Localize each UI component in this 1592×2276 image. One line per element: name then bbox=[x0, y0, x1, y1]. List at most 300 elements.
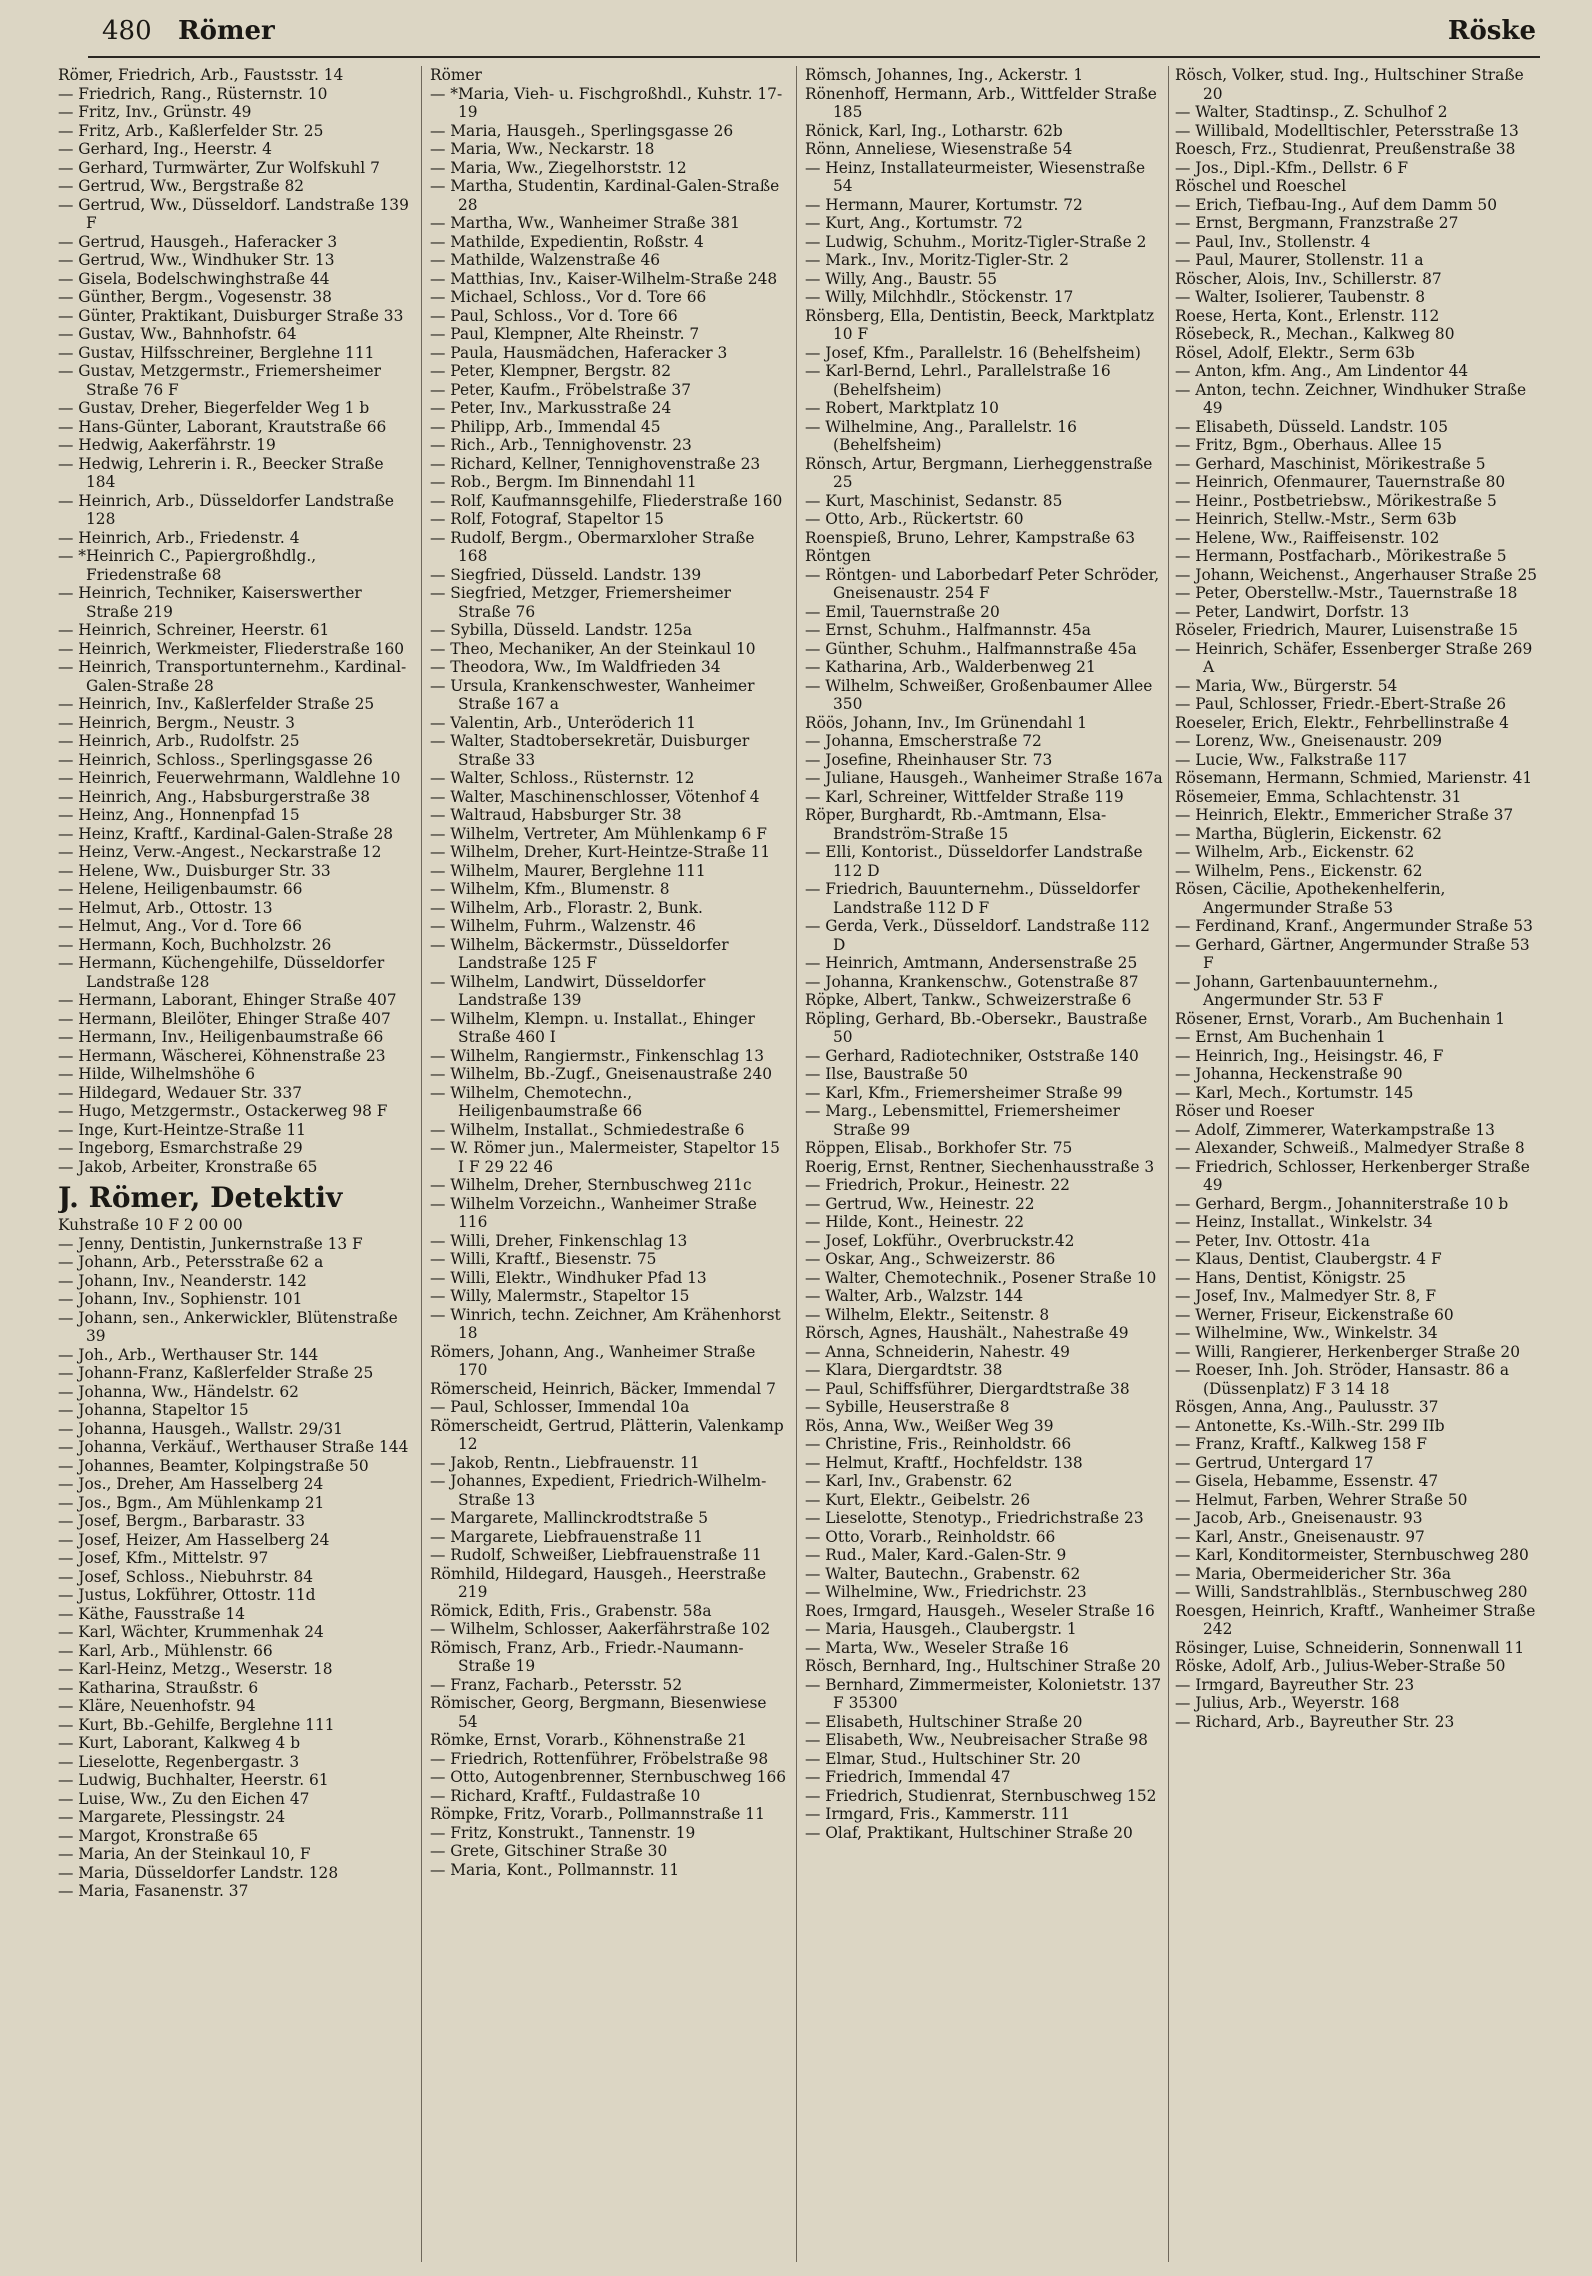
directory-entry: — Theodora, Ww., Im Waldfrieden 34 bbox=[430, 658, 721, 676]
directory-entry: — Heinrich, Stellw.-Mstr., Serm 63b bbox=[1175, 510, 1457, 528]
directory-entry: — Theo, Mechaniker, An der Steinkaul 10 bbox=[430, 639, 756, 658]
directory-entry: — Ernst, Schuhm., Halfmannstr. 45a bbox=[805, 621, 1091, 639]
directory-entry: — Gerda, Verk., Düsseldorf. Landstraße 112 D bbox=[805, 917, 1150, 954]
directory-entry: Römpke, Fritz, Vorarb., Pollmannstraße 11 bbox=[430, 1805, 765, 1823]
directory-entry: — Heinz, Installateurmeister, Wiesenstraße 54 bbox=[805, 158, 1146, 195]
directory-entry: — Friedrich, Rang., Rüsternstr. 10 bbox=[58, 84, 328, 103]
directory-entry: — Gertrud, Untergard 17 bbox=[1175, 1453, 1374, 1472]
directory-entry: — Robert, Marktplatz 10 bbox=[805, 399, 999, 417]
directory-entry: — Juliane, Hausgeh., Wanheimer Straße 167a bbox=[805, 769, 1163, 787]
directory-entry: Rösinger, Luise, Schneiderin, Sonnenwall 11 bbox=[1175, 1638, 1525, 1657]
directory-entry: Rösen, Cäcilie, Apothekenhelferin, Angermunder Straße 53 bbox=[1175, 880, 1446, 917]
directory-entry: — Johann, Weichenst., Angerhauser Straße 25 bbox=[1175, 565, 1538, 584]
directory-entry: — Kurt, Ang., Kortumstr. 72 bbox=[805, 214, 1023, 232]
directory-entry: — Günther, Bergm., Vogesenstr. 38 bbox=[58, 288, 332, 306]
directory-entry: Röscher, Alois, Inv., Schillerstr. 87 bbox=[1175, 269, 1442, 288]
directory-entry: — Ernst, Bergmann, Franzstraße 27 bbox=[1175, 214, 1459, 232]
directory-entry: — Paula, Hausmädchen, Haferacker 3 bbox=[430, 343, 728, 362]
directory-entry: — Franz, Facharb., Petersstr. 52 bbox=[430, 1675, 683, 1694]
directory-entry: — Gerhard, Gärtner, Angermunder Straße 53 F bbox=[1175, 935, 1530, 972]
directory-entry: — Johann, Inv., Sophienstr. 101 bbox=[58, 1290, 303, 1308]
directory-entry: — Josef, Schloss., Niebuhrstr. 84 bbox=[58, 1567, 314, 1586]
directory-entry: — Hugo, Metzgermstr., Ostackerweg 98 F bbox=[58, 1102, 388, 1120]
directory-entry: — Walter, Chemotechnik., Posener Straße 10 bbox=[805, 1268, 1157, 1287]
directory-entry: — Walter, Maschinenschlosser, Vötenhof 4 bbox=[430, 787, 760, 806]
directory-entry: — Martha, Ww., Wanheimer Straße 381 bbox=[430, 214, 740, 232]
directory-entry: — Heinrich, Amtmann, Andersenstraße 25 bbox=[805, 954, 1138, 972]
directory-entry: — Kläre, Neuenhofstr. 94 bbox=[58, 1697, 256, 1715]
directory-entry: Römhild, Hildegard, Hausgeh., Heerstraße 219 bbox=[430, 1564, 767, 1601]
directory-entry: — Hilde, Kont., Heinestr. 22 bbox=[805, 1213, 1025, 1231]
directory-entry: — Fritz, Inv., Grünstr. 49 bbox=[58, 103, 252, 121]
directory-entry: — Peter, Inv. Ottostr. 41a bbox=[1175, 1231, 1370, 1250]
directory-entry: — Karl, Schreiner, Wittfelder Straße 119 bbox=[805, 787, 1124, 806]
directory-entry: — Elisabeth, Ww., Neubreisacher Straße 98 bbox=[805, 1731, 1148, 1749]
directory-entry: — Rolf, Fotograf, Stapeltor 15 bbox=[430, 510, 664, 528]
directory-entry: — Waltraud, Habsburger Str. 38 bbox=[430, 806, 682, 824]
directory-entry: — Margarete, Mallinckrodtstraße 5 bbox=[430, 1509, 709, 1527]
directory-entry: — Rob., Bergm. Im Binnendahl 11 bbox=[430, 473, 697, 491]
directory-entry: — Walter, Stadtinsp., Z. Schulhof 2 bbox=[1175, 103, 1448, 121]
directory-entry: — Gertrud, Ww., Bergstraße 82 bbox=[58, 177, 305, 195]
directory-entry: — Wilhelm, Maurer, Berglehne 111 bbox=[430, 861, 706, 880]
directory-entry: Roesch, Frz., Studienrat, Preußenstraße 38 bbox=[1175, 140, 1516, 158]
directory-entry: — Josef, Kfm., Mittelstr. 97 bbox=[58, 1549, 269, 1567]
right-running-title: Röske bbox=[1447, 16, 1536, 46]
column-divider bbox=[796, 66, 797, 2262]
directory-entry: — Heinr., Postbetriebsw., Mörikestraße 5 bbox=[1175, 491, 1497, 510]
directory-entry: — Wilhelmine, Ww., Winkelstr. 34 bbox=[1175, 1324, 1438, 1342]
directory-entry: Röpke, Albert, Tankw., Schweizerstraße 6 bbox=[805, 991, 1132, 1009]
directory-entry: — Peter, Oberstellw.-Mstr., Tauernstraße 18 bbox=[1175, 584, 1518, 602]
directory-entry: — Siegfried, Düsseld. Landstr. 139 bbox=[430, 565, 702, 584]
page-number: 480 bbox=[102, 16, 152, 46]
directory-entry: — Maria, Hausgeh., Sperlingsgasse 26 bbox=[430, 121, 734, 140]
directory-entry: — Wilhelm, Pens., Eickenstr. 62 bbox=[1175, 861, 1423, 880]
directory-entry: — Jacob, Arb., Gneisenaustr. 93 bbox=[1175, 1509, 1423, 1527]
directory-entry: — Wilhelm, Fuhrm., Walzenstr. 46 bbox=[430, 917, 696, 935]
directory-entry: — Christine, Fris., Reinholdstr. 66 bbox=[805, 1435, 1072, 1453]
directory-entry: Römsch, Johannes, Ing., Ackerstr. 1 bbox=[805, 66, 1084, 84]
directory-entry: — Hermann, Küchengehilfe, Düsseldorfer Landstraße 128 bbox=[58, 954, 385, 991]
directory-entry: Rösebeck, R., Mechan., Kalkweg 80 bbox=[1175, 325, 1455, 343]
directory-entry: — Wilhelmine, Ang., Parallelstr. 16 (Behelfsheim) bbox=[805, 417, 1077, 454]
directory-entry: — Sybilla, Düsseld. Landstr. 125a bbox=[430, 621, 693, 639]
directory-entry: — Rud., Maler, Kard.-Galen-Str. 9 bbox=[805, 1546, 1067, 1564]
directory-entry: — Ernst, Am Buchenhain 1 bbox=[1175, 1028, 1386, 1046]
column-divider bbox=[421, 66, 422, 2262]
directory-entry: — Wilhelm, Landwirt, Düsseldorfer Landstraße 139 bbox=[430, 972, 706, 1009]
directory-entry: — Richard, Kraftf., Fuldastraße 10 bbox=[430, 1786, 701, 1805]
directory-entry: — Heinrich, Ofenmaurer, Tauernstraße 80 bbox=[1175, 473, 1506, 491]
directory-entry: — Günter, Praktikant, Duisburger Straße 33 bbox=[58, 306, 404, 325]
directory-entry: — Willi, Kraftf., Biesenstr. 75 bbox=[430, 1250, 657, 1268]
directory-entry: — Heinrich, Schloss., Sperlingsgasse 26 bbox=[58, 750, 373, 769]
directory-entry: — Paul, Klempner, Alte Rheinstr. 7 bbox=[430, 325, 700, 343]
directory-entry: — Erich, Tiefbau-Ing., Auf dem Damm 50 bbox=[1175, 195, 1498, 214]
directory-entry: — Ingeborg, Esmarchstraße 29 bbox=[58, 1139, 303, 1157]
directory-entry: — Kurt, Elektr., Geibelstr. 26 bbox=[805, 1490, 1031, 1509]
directory-entry: Rönsch, Artur, Bergmann, Lierheggenstraße 25 bbox=[805, 454, 1153, 491]
directory-entry: — Ursula, Krankenschwester, Wanheimer Straße 167 a bbox=[430, 676, 755, 713]
directory-entry: Rösemeier, Emma, Schlachtenstr. 31 bbox=[1175, 787, 1462, 806]
directory-entry: — Paul, Schlosser, Friedr.-Ebert-Straße 26 bbox=[1175, 695, 1507, 713]
directory-entry: — Heinrich, Ang., Habsburgerstraße 38 bbox=[58, 787, 371, 806]
directory-entry: — Gustav, Metzgermstr., Friemersheimer Straße 76 F bbox=[58, 362, 381, 399]
directory-entry: Rösener, Ernst, Vorarb., Am Buchenhain 1 bbox=[1175, 1009, 1506, 1028]
directory-entry: — Jakob, Rentn., Liebfrauenstr. 11 bbox=[430, 1453, 700, 1472]
directory-entry: — Karl, Konditormeister, Sternbuschweg 280 bbox=[1175, 1546, 1529, 1564]
directory-entry: — Hermann, Postfacharb., Mörikestraße 5 bbox=[1175, 547, 1507, 565]
directory-entry: — Gerhard, Ing., Heerstr. 4 bbox=[58, 140, 272, 158]
directory-entry: — Gerhard, Turmwärter, Zur Wolfskuhl 7 bbox=[58, 158, 380, 177]
directory-entry: — Johannes, Beamter, Kolpingstraße 50 bbox=[58, 1456, 369, 1475]
directory-entry: — Johannes, Expedient, Friedrich-Wilhelm-Straße 13 bbox=[430, 1472, 767, 1509]
directory-entry: — Friedrich, Schlosser, Herkenberger Straße 49 bbox=[1175, 1157, 1530, 1194]
directory-entry: Rönn, Anneliese, Wiesenstraße 54 bbox=[805, 140, 1073, 158]
directory-entry: — Karl, Anstr., Gneisenaustr. 97 bbox=[1175, 1527, 1425, 1546]
directory-entry: — Heinrich, Feuerwehrmann, Waldlehne 10 bbox=[58, 769, 401, 787]
directory-entry: — Winrich, techn. Zeichner, Am Krähenhorst 18 bbox=[430, 1305, 781, 1342]
directory-entry: — Wilhelm, Dreher, Kurt-Heintze-Straße 11 bbox=[430, 843, 771, 861]
directory-entry: — Willi, Sandstrahlbläs., Sternbuschweg 280 bbox=[1175, 1583, 1528, 1601]
directory-entry: — Kurt, Maschinist, Sedanstr. 85 bbox=[805, 491, 1063, 510]
directory-entry: — Werner, Friseur, Eickenstraße 60 bbox=[1175, 1305, 1454, 1324]
directory-entry: Rönenhoff, Hermann, Arb., Wittfelder Straße 185 bbox=[805, 84, 1157, 121]
left-running-title: Römer bbox=[178, 16, 275, 46]
directory-entry: Roes, Irmgard, Hausgeh., Weseler Straße 16 bbox=[805, 1601, 1155, 1620]
directory-entry: — Karl, Arb., Mühlenstr. 66 bbox=[58, 1641, 273, 1660]
directory-entry: — Margarete, Liebfrauenstraße 11 bbox=[430, 1527, 703, 1546]
directory-entry: Röpling, Gerhard, Bb.-Obersekr., Baustraße 50 bbox=[805, 1009, 1148, 1046]
directory-entry: — Willi, Elektr., Windhuker Pfad 13 bbox=[430, 1268, 707, 1287]
directory-entry: — Willy, Milchhdlr., Stöckenstr. 17 bbox=[805, 288, 1074, 306]
directory-entry: — Johann, Inv., Neanderstr. 142 bbox=[58, 1271, 307, 1290]
directory-entry: — Karl, Inv., Grabenstr. 62 bbox=[805, 1472, 1013, 1490]
directory-entry: — Karl-Heinz, Metzg., Weserstr. 18 bbox=[58, 1660, 333, 1678]
directory-entry: — Wilhelm, Arb., Florastr. 2, Bunk. bbox=[430, 898, 703, 917]
page-header bbox=[88, 12, 1540, 58]
directory-entry: — Gisela, Bodelschwinghstraße 44 bbox=[58, 269, 330, 288]
directory-entry: — Maria, Ww., Ziegelhorststr. 12 bbox=[430, 158, 687, 177]
directory-entry: — Wilhelm, Klempn. u. Installat., Ehinger Straße 460 I bbox=[430, 1009, 755, 1046]
directory-entry: Röser und Roeser bbox=[1175, 1102, 1315, 1120]
directory-entry: — Irmgard, Bayreuther Str. 23 bbox=[1175, 1675, 1415, 1694]
directory-entry: — Willi, Rangierer, Herkenberger Straße 20 bbox=[1175, 1342, 1521, 1361]
directory-entry: Römer bbox=[430, 66, 482, 84]
directory-entry: — Rudolf, Schweißer, Liebfrauenstraße 11 bbox=[430, 1546, 762, 1564]
directory-entry: — Maria, An der Steinkaul 10, F bbox=[58, 1845, 311, 1863]
directory-entry: — Wilhelm, Dreher, Sternbuschweg 211c bbox=[430, 1176, 752, 1194]
directory-entry: Rösgen, Anna, Ang., Paulusstr. 37 bbox=[1175, 1398, 1439, 1416]
directory-entry: — Otto, Vorarb., Reinholdstr. 66 bbox=[805, 1527, 1056, 1546]
directory-entry: — Wilhelm, Chemotechn., Heiligenbaumstraße 66 bbox=[430, 1083, 643, 1120]
directory-entry: — Oskar, Ang., Schweizerstr. 86 bbox=[805, 1250, 1056, 1268]
directory-entry: — Hermann, Inv., Heiligenbaumstraße 66 bbox=[58, 1028, 384, 1046]
directory-entry: Roeseler, Erich, Elektr., Fehrbellinstraße 4 bbox=[1175, 713, 1509, 732]
directory-entry: — Peter, Landwirt, Dorfstr. 13 bbox=[1175, 602, 1410, 621]
directory-entry: Römerscheidt, Gertrud, Plätterin, Valenkamp 12 bbox=[430, 1416, 784, 1453]
directory-entry: — Matthias, Inv., Kaiser-Wilhelm-Straße 248 bbox=[430, 269, 778, 288]
directory-entry: — Peter, Kaufm., Fröbelstraße 37 bbox=[430, 380, 692, 399]
directory-entry: — Paul, Inv., Stollenstr. 4 bbox=[1175, 232, 1371, 251]
directory-entry: Römischer, Georg, Bergmann, Biesenwiese 54 bbox=[430, 1694, 767, 1731]
directory-entry: — Johanna, Heckenstraße 90 bbox=[1175, 1065, 1403, 1083]
directory-entry: — Maria, Ww., Neckarstr. 18 bbox=[430, 140, 655, 158]
directory-entry: — Bernhard, Zimmermeister, Kolonietstr. 137 F 35300 bbox=[805, 1675, 1162, 1712]
directory-entry: — Friedrich, Bauunternehm., Düsseldorfer Landstraße 112 D F bbox=[805, 880, 1140, 917]
directory-entry: Römers, Johann, Ang., Wanheimer Straße 170 bbox=[430, 1342, 756, 1379]
directory-entry: — Heinrich, Arb., Friedenstr. 4 bbox=[58, 528, 300, 547]
directory-entry: — Fritz, Arb., Kaßlerfelder Str. 25 bbox=[58, 121, 324, 140]
directory-entry: — Sybille, Heuserstraße 8 bbox=[805, 1398, 1010, 1416]
directory-entry: — Wilhelm Vorzeichn., Wanheimer Straße 116 bbox=[430, 1194, 757, 1231]
directory-entry: — Wilhelm, Installat., Schmiedestraße 6 bbox=[430, 1120, 745, 1139]
directory-entry: — Willibald, Modelltischler, Petersstraße 13 bbox=[1175, 121, 1519, 140]
directory-entry: — Hermann, Wäscherei, Köhnenstraße 23 bbox=[58, 1046, 386, 1065]
directory-entry: — Friedrich, Prokur., Heinestr. 22 bbox=[805, 1176, 1070, 1194]
directory-entry: — Karl, Wächter, Krummenhak 24 bbox=[58, 1623, 324, 1641]
directory-entry: — Friedrich, Rottenführer, Fröbelstraße 98 bbox=[430, 1749, 769, 1768]
directory-entry: — Hilde, Wilhelmshöhe 6 bbox=[58, 1065, 256, 1083]
directory-entry: — Gerhard, Bergm., Johanniterstraße 10 b bbox=[1175, 1194, 1509, 1213]
directory-entry: Römisch, Franz, Arb., Friedr.-Naumann-Straße 19 bbox=[430, 1638, 744, 1675]
directory-entry: — Helmut, Ang., Vor d. Tore 66 bbox=[58, 917, 302, 935]
directory-entry: — Gustav, Ww., Bahnhofstr. 64 bbox=[58, 325, 297, 343]
directory-entry: — Elmar, Stud., Hultschiner Str. 20 bbox=[805, 1749, 1081, 1768]
directory-entry: — Wilhelm, Elektr., Seitenstr. 8 bbox=[805, 1305, 1050, 1324]
directory-entry: — Gertrud, Ww., Düsseldorf. Landstraße 139 F bbox=[58, 195, 409, 232]
directory-entry: — Hermann, Bleilöter, Ehinger Straße 407 bbox=[58, 1009, 391, 1028]
directory-entry: — Heinz, Installat., Winkelstr. 34 bbox=[1175, 1213, 1433, 1231]
directory-entry: — Helmut, Farben, Wehrer Straße 50 bbox=[1175, 1490, 1468, 1509]
directory-entry: — Lieselotte, Stenotyp., Friedrichstraße 23 bbox=[805, 1509, 1144, 1527]
directory-entry: — Wilhelm, Bb.-Zugf., Gneisenaustraße 240 bbox=[430, 1065, 773, 1083]
directory-entry: — Johann, Arb., Petersstraße 62 a bbox=[58, 1253, 324, 1271]
directory-entry: Roenspieß, Bruno, Lehrer, Kampstraße 63 bbox=[805, 528, 1136, 547]
directory-entry: — Antonette, Ks.-Wilh.-Str. 299 IIb bbox=[1175, 1416, 1445, 1435]
column-divider bbox=[1168, 66, 1169, 2262]
directory-entry: — Jos., Dreher, Am Hasselberg 24 bbox=[58, 1475, 324, 1493]
directory-entry: — Richard, Arb., Bayreuther Str. 23 bbox=[1175, 1712, 1455, 1731]
directory-entry: — Grete, Gitschiner Straße 30 bbox=[430, 1842, 668, 1860]
directory-entry: — Helmut, Kraftf., Hochfeldstr. 138 bbox=[805, 1453, 1083, 1472]
directory-entry: — Adolf, Zimmerer, Waterkampstraße 13 bbox=[1175, 1120, 1495, 1139]
directory-entry: — Martha, Studentin, Kardinal-Galen-Straße 28 bbox=[430, 177, 780, 214]
directory-entry: — Friedrich, Immendal 47 bbox=[805, 1768, 1011, 1786]
directory-entry: — Anna, Schneiderin, Nahestr. 49 bbox=[805, 1342, 1070, 1361]
directory-entry: Rös, Anna, Ww., Weißer Weg 39 bbox=[805, 1416, 1054, 1435]
directory-entry: — Michael, Schloss., Vor d. Tore 66 bbox=[430, 288, 707, 306]
directory-entry: — Gertrud, Ww., Heinestr. 22 bbox=[805, 1194, 1035, 1213]
directory-entry: — Johanna, Hausgeh., Wallstr. 29/31 bbox=[58, 1419, 343, 1438]
directory-entry: Röper, Burghardt, Rb.-Amtmann, Elsa-Brandström-Straße 15 bbox=[805, 806, 1107, 843]
directory-entry: — Philipp, Arb., Immendal 45 bbox=[430, 417, 661, 436]
directory-entry: — Walter, Stadtobersekretär, Duisburger Straße 33 bbox=[430, 732, 750, 769]
directory-entry: — Hermann, Koch, Buchholzstr. 26 bbox=[58, 935, 332, 954]
directory-entry: — Franz, Kraftf., Kalkweg 158 F bbox=[1175, 1435, 1427, 1453]
directory-entry: — Helmut, Arb., Ottostr. 13 bbox=[58, 898, 273, 917]
directory-entry: — Heinrich, Ing., Heisingstr. 46, F bbox=[1175, 1046, 1444, 1065]
directory-entry: — Elli, Kontorist., Düsseldorfer Landstraße 112 D bbox=[805, 843, 1143, 880]
directory-entry: — Käthe, Fausstraße 14 bbox=[58, 1604, 246, 1623]
directory-entry: — Friedrich, Studienrat, Sternbuschweg 152 bbox=[805, 1786, 1157, 1805]
column-4 bbox=[1175, 66, 1540, 2266]
directory-entry: — *Maria, Vieh- u. Fischgroßhdl., Kuhstr. 17-19 bbox=[430, 84, 783, 121]
directory-entry: — Ilse, Baustraße 50 bbox=[805, 1065, 968, 1083]
directory-entry: — Rolf, Kaufmannsgehilfe, Fliederstraße 160 bbox=[430, 491, 783, 510]
directory-entry: Rösemann, Hermann, Schmied, Marienstr. 41 bbox=[1175, 769, 1533, 787]
advert-heading: J. Römer, Detektiv bbox=[58, 1181, 343, 1214]
directory-entry: — Mark., Inv., Moritz-Tigler-Str. 2 bbox=[805, 251, 1069, 269]
directory-entry: — Otto, Autogenbrenner, Sternbuschweg 166 bbox=[430, 1768, 787, 1786]
directory-entry: — Lucie, Ww., Falkstraße 117 bbox=[1175, 750, 1408, 769]
directory-entry: — Walter, Schloss., Rüsternstr. 12 bbox=[430, 769, 695, 787]
directory-entry: — Julius, Arb., Weyerstr. 168 bbox=[1175, 1694, 1400, 1712]
directory-entry: — Paul, Schloss., Vor d. Tore 66 bbox=[430, 306, 678, 325]
directory-entry: — Valentin, Arb., Unteröderich 11 bbox=[430, 713, 696, 732]
directory-entry: — Willy, Ang., Baustr. 55 bbox=[805, 269, 998, 288]
directory-entry: — Wilhelm, Vertreter, Am Mühlenkamp 6 F bbox=[430, 824, 767, 843]
directory-entry: — Gertrud, Ww., Windhuker Str. 13 bbox=[58, 251, 335, 269]
directory-entry: — Paul, Maurer, Stollenstr. 11 a bbox=[1175, 251, 1424, 269]
directory-entry: Rösch, Bernhard, Ing., Hultschiner Straße 20 bbox=[805, 1657, 1161, 1675]
directory-entry: — Heinrich, Schäfer, Essenberger Straße 269 A bbox=[1175, 639, 1533, 676]
column-3 bbox=[805, 66, 1163, 2266]
directory-entry: — Justus, Lokführer, Ottostr. 11d bbox=[58, 1586, 316, 1604]
directory-entry: — Hans-Günter, Laborant, Krautstraße 66 bbox=[58, 417, 387, 436]
directory-entry: — Wilhelmine, Ww., Friedrichstr. 23 bbox=[805, 1583, 1087, 1601]
directory-entry: Römer, Friedrich, Arb., Faustsstr. 14 bbox=[58, 66, 344, 84]
directory-entry: Rörsch, Agnes, Haushält., Nahestraße 49 bbox=[805, 1324, 1129, 1342]
directory-entry: — Heinrich, Inv., Kaßlerfelder Straße 25 bbox=[58, 695, 375, 713]
directory-entry: — Helene, Ww., Raiffeisenstr. 102 bbox=[1175, 528, 1440, 547]
column-2 bbox=[430, 66, 788, 2266]
directory-entry: — Heinrich, Arb., Rudolfstr. 25 bbox=[58, 732, 300, 750]
directory-entry: — Katharina, Straußstr. 6 bbox=[58, 1678, 259, 1697]
directory-entry: — Jenny, Dentistin, Junkernstraße 13 F bbox=[58, 1234, 363, 1253]
directory-entry: — Mathilde, Expedientin, Roßstr. 4 bbox=[430, 232, 704, 251]
directory-entry: — Jos., Bgm., Am Mühlenkamp 21 bbox=[58, 1493, 325, 1512]
directory-entry: — *Heinrich C., Papiergroßhdlg., Friedenstraße 68 bbox=[58, 547, 317, 584]
directory-entry: — Mathilde, Walzenstraße 46 bbox=[430, 251, 661, 269]
directory-entry: — Kurt, Laborant, Kalkweg 4 b bbox=[58, 1734, 301, 1752]
directory-entry: — Heinz, Kraftf., Kardinal-Galen-Straße 28 bbox=[58, 824, 394, 843]
directory-entry: — Peter, Inv., Markusstraße 24 bbox=[430, 399, 672, 417]
directory-entry: — Johanna, Verkäuf., Werthauser Straße 144 bbox=[58, 1438, 409, 1456]
directory-entry: — Hermann, Laborant, Ehinger Straße 407 bbox=[58, 991, 397, 1009]
directory-entry: — Elisabeth, Düsseld. Landstr. 105 bbox=[1175, 417, 1449, 436]
directory-entry: — Wilhelm, Kfm., Blumenstr. 8 bbox=[430, 880, 670, 898]
directory-entry: — Alexander, Schweiß., Malmedyer Straße 8 bbox=[1175, 1139, 1525, 1157]
directory-entry: — Gerhard, Radiotechniker, Oststraße 140 bbox=[805, 1046, 1139, 1065]
column-1 bbox=[58, 66, 413, 2266]
directory-entry: — Richard, Kellner, Tennighovenstraße 23 bbox=[430, 454, 761, 473]
directory-entry: — Johanna, Stapeltor 15 bbox=[58, 1401, 249, 1419]
directory-entry: Röschel und Roeschel bbox=[1175, 177, 1347, 195]
directory-entry: Roerig, Ernst, Rentner, Siechenhausstraße 3 bbox=[805, 1157, 1155, 1176]
directory-entry: — Karl, Mech., Kortumstr. 145 bbox=[1175, 1083, 1414, 1102]
directory-entry: — Helene, Heiligenbaumstr. 66 bbox=[58, 880, 303, 898]
directory-entry: — Katharina, Arb., Walderbenweg 21 bbox=[805, 658, 1096, 676]
directory-entry: Römke, Ernst, Vorarb., Köhnenstraße 21 bbox=[430, 1731, 748, 1749]
directory-entry: — Heinrich, Techniker, Kaiserswerther Straße 219 bbox=[58, 584, 362, 621]
directory-entry: — Jos., Dipl.-Kfm., Dellstr. 6 F bbox=[1175, 158, 1409, 177]
directory-entry: — Johann, sen., Ankerwickler, Blütenstraße 39 bbox=[58, 1308, 398, 1345]
directory-entry: — Josef, Inv., Malmedyer Str. 8, F bbox=[1175, 1287, 1437, 1305]
directory-entry: — Lieselotte, Regenbergastr. 3 bbox=[58, 1752, 300, 1771]
directory-entry: — Johann-Franz, Kaßlerfelder Straße 25 bbox=[58, 1364, 374, 1382]
directory-entry: Roese, Herta, Kont., Erlenstr. 112 bbox=[1175, 306, 1440, 325]
directory-entry: Röös, Johann, Inv., Im Grünendahl 1 bbox=[805, 713, 1088, 732]
directory-entry: — Maria, Kont., Pollmannstr. 11 bbox=[430, 1860, 680, 1879]
directory-entry: — Joh., Arb., Werthauser Str. 144 bbox=[58, 1345, 319, 1364]
directory-entry: — Maria, Fasanenstr. 37 bbox=[58, 1882, 249, 1900]
directory-entry: — Roeser, Inh. Joh. Ströder, Hansastr. 86 a (Düssenplatz) F 3 14 18 bbox=[1175, 1361, 1510, 1398]
directory-entry: Roesgen, Heinrich, Kraftf., Wanheimer Straße 242 bbox=[1175, 1601, 1536, 1638]
directory-entry: — Anton, techn. Zeichner, Windhuker Straße 49 bbox=[1175, 380, 1527, 417]
directory-entry: — Paul, Schlosser, Immendal 10a bbox=[430, 1398, 690, 1416]
directory-entry: — W. Römer jun., Malermeister, Stapeltor 15 I F 29 22 46 bbox=[430, 1139, 780, 1176]
directory-entry: Röseler, Friedrich, Maurer, Luisenstraße 15 bbox=[1175, 621, 1519, 639]
directory-entry: — Elisabeth, Hultschiner Straße 20 bbox=[805, 1712, 1083, 1731]
directory-entry: — Heinrich, Werkmeister, Fliederstraße 160 bbox=[58, 639, 405, 658]
directory-entry: — Johanna, Ww., Händelstr. 62 bbox=[58, 1382, 299, 1401]
directory-entry: — Willy, Malermstr., Stapeltor 15 bbox=[430, 1287, 690, 1305]
directory-entry: — Johanna, Krankenschw., Gotenstraße 87 bbox=[805, 972, 1139, 991]
directory-entry: — Ludwig, Schuhm., Moritz-Tigler-Straße 2 bbox=[805, 232, 1147, 251]
directory-entry: — Walter, Bautechn., Grabenstr. 62 bbox=[805, 1564, 1081, 1583]
directory-entry: — Paul, Schiffsführer, Diergardtstraße 38 bbox=[805, 1379, 1130, 1398]
directory-entry: — Wilhelm, Schweißer, Großenbaumer Allee 350 bbox=[805, 676, 1153, 713]
directory-entry: — Josef, Lokführ., Overbruckstr.42 bbox=[805, 1231, 1075, 1250]
directory-entry: — Heinz, Verw.-Angest., Neckarstraße 12 bbox=[58, 843, 382, 861]
directory-entry: — Wilhelm, Schlosser, Aakerfährstraße 102 bbox=[430, 1620, 771, 1638]
directory-entry: — Margarete, Plessingstr. 24 bbox=[58, 1808, 286, 1826]
directory-entry: — Johann, Gartenbauunternehm., Angermunder Str. 53 F bbox=[1175, 972, 1439, 1009]
directory-entry: — Hedwig, Lehrerin i. R., Beecker Straße 184 bbox=[58, 454, 384, 491]
directory-entry: — Fritz, Konstrukt., Tannenstr. 19 bbox=[430, 1823, 696, 1842]
directory-entry: — Walter, Arb., Walzstr. 144 bbox=[805, 1287, 1024, 1305]
directory-entry: — Heinrich, Elektr., Emmericher Straße 37 bbox=[1175, 806, 1514, 824]
directory-entry: — Willi, Dreher, Finkenschlag 13 bbox=[430, 1231, 688, 1250]
directory-entry: Röppen, Elisab., Borkhofer Str. 75 bbox=[805, 1139, 1073, 1157]
directory-entry: — Gustav, Hilfsschreiner, Berglehne 111 bbox=[58, 343, 375, 362]
directory-entry: — Martha, Büglerin, Eickenstr. 62 bbox=[1175, 824, 1442, 843]
directory-entry: Rönick, Karl, Ing., Lotharstr. 62b bbox=[805, 121, 1063, 140]
directory-entry: Rönsberg, Ella, Dentistin, Beeck, Marktplatz 10 F bbox=[805, 306, 1155, 343]
directory-entry: — Hermann, Maurer, Kortumstr. 72 bbox=[805, 195, 1083, 214]
directory-entry: Römerscheid, Heinrich, Bäcker, Immendal 7 bbox=[430, 1379, 776, 1398]
directory-entry: — Jakob, Arbeiter, Kronstraße 65 bbox=[58, 1157, 318, 1176]
directory-entry: — Helene, Ww., Duisburger Str. 33 bbox=[58, 861, 331, 880]
directory-entry: — Josef, Bergm., Barbarastr. 33 bbox=[58, 1512, 306, 1530]
directory-entry: — Hildegard, Wedauer Str. 337 bbox=[58, 1083, 303, 1102]
directory-entry: — Karl-Bernd, Lehrl., Parallelstraße 16 (Behelfsheim) bbox=[805, 362, 1111, 399]
directory-entry: — Gustav, Dreher, Biegerfelder Weg 1 b bbox=[58, 399, 370, 417]
directory-entry: — Marg., Lebensmittel, Friemersheimer Straße 99 bbox=[805, 1102, 1120, 1139]
directory-entry: — Josefine, Rheinhauser Str. 73 bbox=[805, 750, 1053, 769]
directory-entry: — Klara, Diergardtstr. 38 bbox=[805, 1361, 1003, 1379]
directory-entry: — Hans, Dentist, Königstr. 25 bbox=[1175, 1268, 1406, 1287]
directory-entry: — Emil, Tauernstraße 20 bbox=[805, 602, 1000, 621]
directory-entry: — Wilhelm, Arb., Eickenstr. 62 bbox=[1175, 843, 1415, 861]
directory-entry: — Heinz, Ang., Honnenpfad 15 bbox=[58, 806, 300, 824]
directory-entry: — Wilhelm, Bäckermstr., Düsseldorfer Landstraße 125 F bbox=[430, 935, 729, 972]
directory-entry: — Margot, Kronstraße 65 bbox=[58, 1826, 259, 1845]
directory-entry: — Maria, Düsseldorfer Landstr. 128 bbox=[58, 1863, 339, 1882]
directory-entry: — Ferdinand, Kranf., Angermunder Straße 53 bbox=[1175, 917, 1533, 935]
